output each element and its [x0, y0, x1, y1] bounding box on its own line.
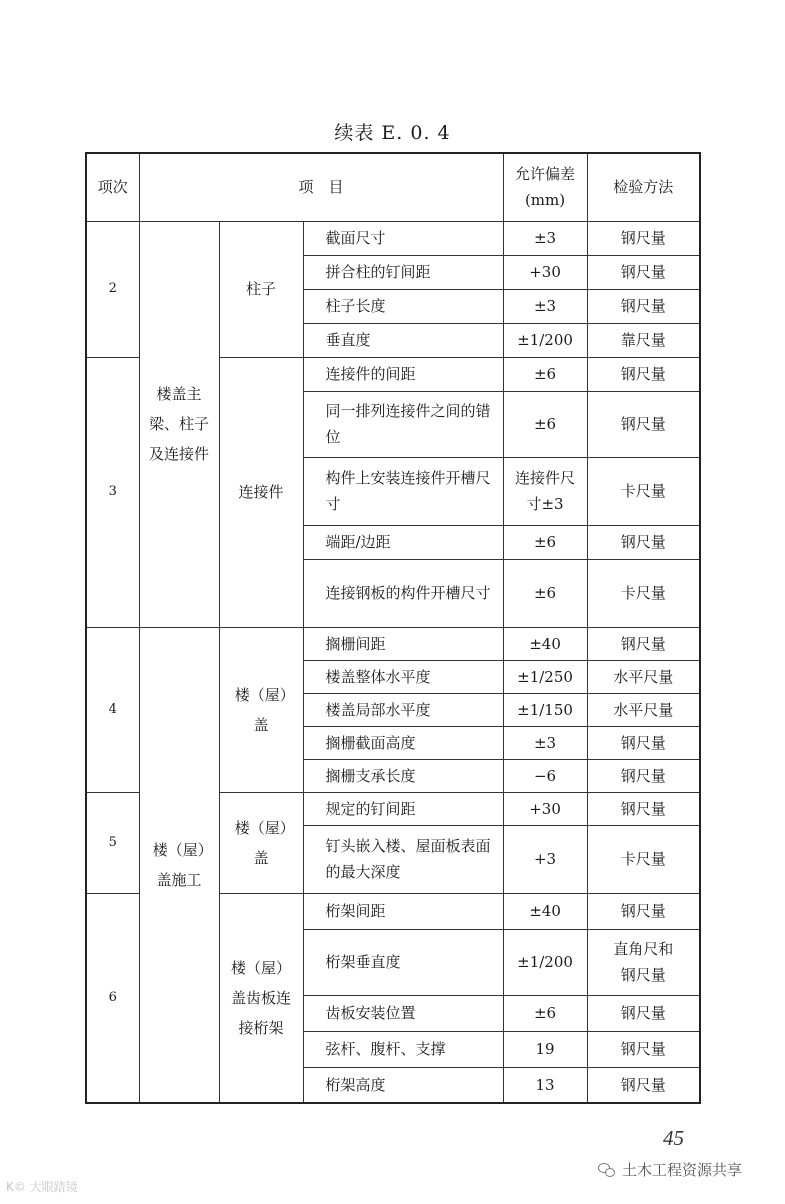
method-cell: 水平尺量: [587, 660, 700, 693]
tolerance-cell: ±40: [503, 893, 587, 929]
table-row: [86, 221, 700, 255]
header-row: [86, 153, 700, 221]
item-cell: 构件上安装连接件开槽尺寸: [303, 457, 503, 525]
item-cell: 端距/边距: [303, 525, 503, 559]
subgroup-label: [219, 893, 303, 1103]
tolerance-cell: ±1/200: [503, 929, 587, 995]
method-cell: 卡尺量: [587, 457, 700, 525]
item-cell: 搁栅截面高度: [303, 726, 503, 759]
header-method: 检验方法: [587, 153, 700, 221]
subgroup-label: [219, 627, 303, 792]
item-cell: 钉头嵌入楼、屋面板表面的最大深度: [303, 825, 503, 893]
method-cell: 钢尺量: [587, 391, 700, 457]
method-cell: 水平尺量: [587, 693, 700, 726]
group-label: [139, 627, 219, 1103]
tolerance-cell: ±1/200: [503, 323, 587, 357]
tolerance-cell: ±6: [503, 391, 587, 457]
tolerance-cell: +3: [503, 825, 587, 893]
row-index: 3: [86, 357, 139, 627]
item-cell: 桁架高度: [303, 1067, 503, 1103]
subgroup-label: [219, 792, 303, 893]
watermark-right-text: 土木工程资源共享: [622, 1161, 743, 1179]
header-tolerance: [503, 153, 587, 221]
table-row: [86, 627, 700, 660]
item-cell: 搁栅支承长度: [303, 759, 503, 792]
item-cell: 桁架垂直度: [303, 929, 503, 995]
tolerance-cell: ±3: [503, 289, 587, 323]
item-cell: 楼盖整体水平度: [303, 660, 503, 693]
item-cell: 柱子长度: [303, 289, 503, 323]
method-cell: 钢尺量: [587, 759, 700, 792]
tolerance-cell: ±6: [503, 525, 587, 559]
subgroup-label-text: 楼（屋）盖: [234, 685, 288, 734]
method-cell: 钢尺量: [587, 792, 700, 825]
tolerance-cell: ±3: [503, 221, 587, 255]
group-label-text: 楼（屋）盖施工: [152, 840, 206, 889]
method-cell: 靠尺量: [587, 323, 700, 357]
item-cell: 楼盖局部水平度: [303, 693, 503, 726]
header-tolerance-unit: (mm): [524, 191, 566, 210]
header-item: 项 目: [139, 153, 503, 221]
group-label-text: 楼盖主梁、柱子及连接件: [148, 385, 209, 463]
method-cell: 钢尺量: [587, 221, 700, 255]
tolerance-cell: +30: [503, 792, 587, 825]
subgroup-label-text: 楼（屋）盖齿板连接桁架: [230, 958, 291, 1037]
subgroup-label: 柱子: [219, 221, 303, 357]
tolerance-cell: ±40: [503, 627, 587, 660]
tolerance-cell: 连接件尺寸±3: [503, 457, 587, 525]
header-index: 项次: [86, 153, 139, 221]
watermark-right: [598, 1159, 742, 1180]
item-cell: 拼合柱的钉间距: [303, 255, 503, 289]
method-cell: 钢尺量: [587, 525, 700, 559]
tolerance-cell: ±6: [503, 559, 587, 627]
row-index: 6: [86, 893, 139, 1103]
method-cell: 钢尺量: [587, 255, 700, 289]
tolerance-cell: 19: [503, 1031, 587, 1067]
tolerance-cell: ±6: [503, 995, 587, 1031]
item-cell: 齿板安装位置: [303, 995, 503, 1031]
subgroup-label: 连接件: [219, 357, 303, 627]
tolerance-cell: ±3: [503, 726, 587, 759]
row-index: 2: [86, 221, 139, 357]
method-cell: 钢尺量: [587, 1031, 700, 1067]
method-cell: 直角尺和钢尺量: [587, 929, 700, 995]
header-tolerance-label: 允许偏差: [515, 165, 576, 184]
tolerance-cell: ±1/150: [503, 693, 587, 726]
tolerance-cell: 13: [503, 1067, 587, 1103]
watermark-left: K© 大眼踏镜: [6, 1180, 78, 1194]
tolerance-cell: ±6: [503, 357, 587, 391]
page-number: 45: [663, 1126, 684, 1150]
subgroup-label-text: 楼（屋）盖: [234, 818, 288, 867]
tolerance-table: [85, 152, 701, 1104]
item-cell: 桁架间距: [303, 893, 503, 929]
item-cell: 截面尺寸: [303, 221, 503, 255]
item-cell: 垂直度: [303, 323, 503, 357]
group-label: [139, 221, 219, 627]
item-cell: 搁栅间距: [303, 627, 503, 660]
item-cell: 连接钢板的构件开槽尺寸: [303, 559, 503, 627]
method-cell: 卡尺量: [587, 559, 700, 627]
row-index: 4: [86, 627, 139, 792]
item-cell: 弦杆、腹杆、支撑: [303, 1031, 503, 1067]
method-cell: 钢尺量: [587, 357, 700, 391]
wechat-icon: [598, 1163, 616, 1177]
table-caption: 续表 E. 0. 4: [334, 122, 451, 144]
tolerance-cell: −6: [503, 759, 587, 792]
row-index: 5: [86, 792, 139, 893]
method-cell: 卡尺量: [587, 825, 700, 893]
item-cell: 规定的钉间距: [303, 792, 503, 825]
method-cell: 钢尺量: [587, 893, 700, 929]
item-cell: 连接件的间距: [303, 357, 503, 391]
tolerance-cell: ±1/250: [503, 660, 587, 693]
method-cell: 钢尺量: [587, 627, 700, 660]
method-cell: 钢尺量: [587, 289, 700, 323]
method-cell: 钢尺量: [587, 1067, 700, 1103]
method-cell: 钢尺量: [587, 726, 700, 759]
tolerance-cell: +30: [503, 255, 587, 289]
method-cell: 钢尺量: [587, 995, 700, 1031]
item-cell: 同一排列连接件之间的错位: [303, 391, 503, 457]
